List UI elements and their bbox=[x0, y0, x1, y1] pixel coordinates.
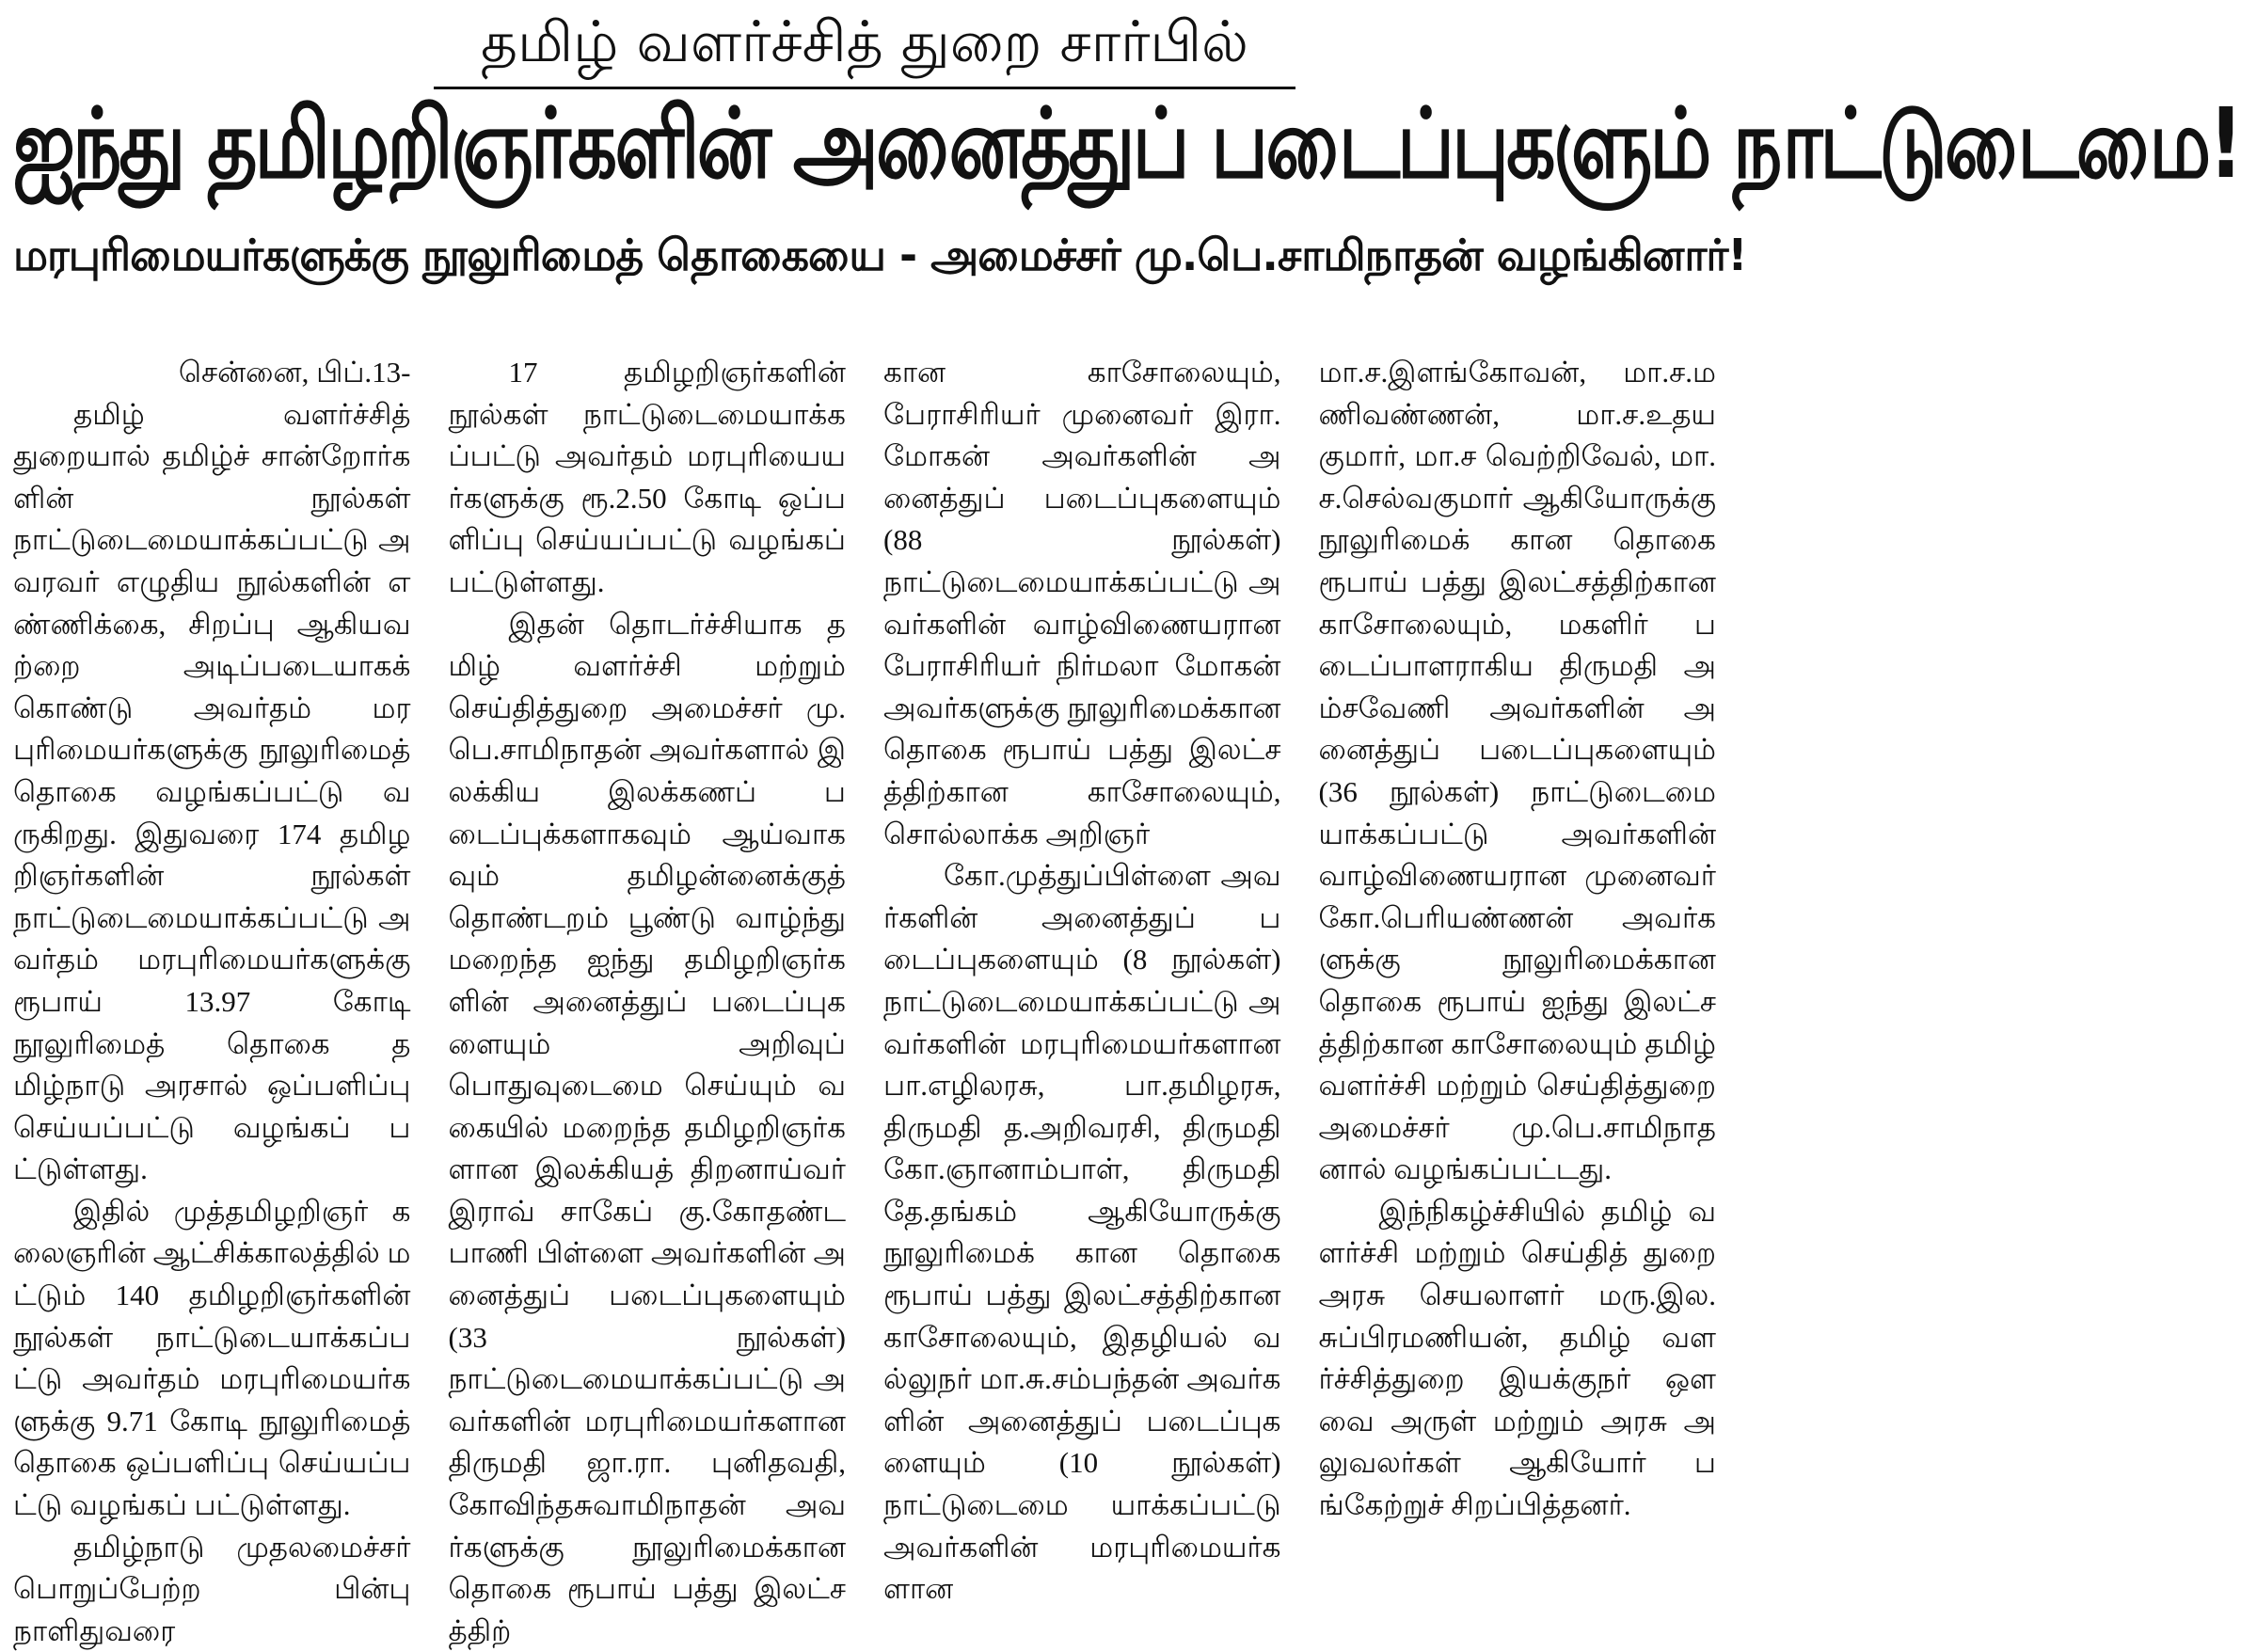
paragraph: கோ.முத்துப்பிள்ளை அவர்களின் அனைத்துப் படைப்புகளையும் (8 நூல்கள்) நாட்டுடைமையாக்கப்பட்டு அவர்களின் மரபுரிமையர்களான பா.எழிலரசு, பா.தமிழரசு, திருமதி த.அறிவரசி, திருமதி கோ.ஞானாம்பாள், திருமதி தே.தங்கம் ஆகியோருக்கு நூலுரிமைக் கான தொகை ரூபாய் பத்து இலட்சத்திற்கான காசோலையும், இதழியல் வல்லுநர் மா.சு.சம்பந்தன் அவர்களின் அனைத்துப் படைப்புகளையும் (10 நூல்கள்) நாட்டுடைமை யாக்கப்பட்டு அவர்களின் மரபுரிமையர்களான bbox=[883, 859, 1281, 1606]
paragraph: இதில் முத்தமிழறிஞர் கலைஞரின் ஆட்சிக்காலத்தில் மட்டும் 140 தமிழறிஞர்களின் நூல்கள் நாட்டுடையாக்கப்பட்டு அவர்தம் மரபுரிமையர்களுக்கு 9.71 கோடி நூலுரிமைத் தொகை ஒப்பளிப்பு செய்யப்பட்டு வழங்கப் பட்டுள்ளது. bbox=[13, 1194, 411, 1522]
dateline-paragraph bbox=[13, 352, 411, 394]
column-2 bbox=[448, 352, 847, 1647]
article-body bbox=[13, 352, 1716, 1647]
paragraph: 17 தமிழறிஞர்களின் நூல்கள் நாட்டுடைமையாக்கப்பட்டு அவர்தம் மரபுரியையர்களுக்கு ரூ.2.50 கோடி ஒப்பளிப்பு செய்யப்பட்டு வழங்கப் பட்டுள்ளது. bbox=[448, 356, 846, 598]
paragraph: கான காசோலையும், பேராசிரியர் முனைவர் இரா.மோகன் அவர்களின் அனைத்துப் படைப்புகளையும் (88 நூல்கள்) நாட்டுடைமையாக்கப்பட்டு அவர்களின் வாழ்விணையரான பேராசிரியர் நிர்மலா மோகன் அவர்களுக்கு நூலுரிமைக்கான தொகை ரூபாய் பத்து இலட்சத்திற்கான காசோலையும், சொல்லாக்க அறிஞர் bbox=[883, 356, 1281, 850]
column-4 bbox=[1319, 352, 1717, 1633]
dateline: சென்னை, பிப்.13- bbox=[178, 356, 411, 389]
column-3 bbox=[883, 352, 1281, 1633]
paragraph: தமிழ் வளர்ச்சித் துறையால் தமிழ்ச் சான்றோர்களின் நூல்கள் நாட்டுடைமையாக்கப்பட்டு அவரவர் எழுதிய நூல்களின் எண்ணிக்கை, சிறப்பு ஆகியவற்றை அடிப்படையாகக் கொண்டு அவர்தம் மரபுரிமையர்களுக்கு நூலுரிமைத் தொகை வழங்கப்பட்டு வருகிறது. இதுவரை 174 தமிழறிஞர்களின் நூல்கள் நாட்டுடைமையாக்கப்பட்டு அவர்தம் மரபுரிமையர்களுக்கு ரூபாய் 13.97 கோடி நூலுரிமைத் தொகை தமிழ்நாடு அரசால் ஒப்பளிப்பு செய்யப்பட்டு வழங்கப் பட்டுள்ளது. bbox=[13, 397, 411, 1186]
paragraph: தமிழ்நாடு முதலமைச்சர் பொறுப்பேற்ற பின்பு நாளிதுவரை bbox=[13, 1530, 411, 1647]
newspaper-clipping bbox=[0, 6, 2241, 1647]
column-1 bbox=[13, 352, 411, 1647]
paragraph: இந்நிகழ்ச்சியில் தமிழ் வளர்ச்சி மற்றும் செய்தித் துறை அரசு செயலாளர் மரு.இல.சுப்பிரமணியன், தமிழ் வளர்ச்சித்துறை இயக்குநர் ஒளவை அருள் மற்றும் அரசு அலுவலர்கள் ஆகியோர் பங்கேற்றுச் சிறப்பித்தனர். bbox=[1318, 1194, 1716, 1522]
paragraph: இதன் தொடர்ச்சியாக தமிழ் வளர்ச்சி மற்றும் செய்தித்துறை அமைச்சர் மு.பெ.சாமிநாதன் அவர்களால் இலக்கிய இலக்கணப் படைப்புக்களாகவும் ஆய்வாகவும் தமிழன்னைக்குத் தொண்டறம் பூண்டு வாழ்ந்து மறைந்த ஐந்து தமிழறிஞர்களின் அனைத்துப் படைப்புகளையும் அறிவுப் பொதுவுடைமை செய்யும் வகையில் மறைந்த தமிழறிஞர்களான இலக்கியத் திறனாய்வர் இராவ் சாகேப் கு.கோதண்டபாணி பிள்ளை அவர்களின் அனைத்துப் படைப்புகளையும் (33 நூல்கள்) நாட்டுடைமையாக்கப்பட்டு அவர்களின் மரபுரிமையர்களான திருமதி ஜா.ரா. புனிதவதி, கோவிந்தசுவாமிநாதன் அவர்களுக்கு நூலுரிமைக்கான தொகை ரூபாய் பத்து இலட்சத்திற் bbox=[448, 607, 846, 1647]
kicker-line: தமிழ் வளர்ச்சித் துறை சார்பில் bbox=[481, 9, 1248, 75]
subheadline: மரபுரிமையர்களுக்கு நூலுரிமைத் தொகையை - அமைச்சர் மு.பெ.சாமிநாதன் வழங்கினார்! bbox=[13, 230, 1747, 280]
paragraph: மா.ச.இளங்கோவன், மா.ச.மணிவண்ணன், மா.ச.உதயகுமார், மா.ச வெற்றிவேல், மா.ச.செல்வகுமார் ஆகியோருக்கு நூலுரிமைக் கான தொகை ரூபாய் பத்து இலட்சத்திற்கான காசோலையும், மகளிர் படைப்பாளராகிய திருமதி அம்சவேணி அவர்களின் அனைத்துப் படைப்புகளையும் (36 நூல்கள்) நாட்டுடைமை யாக்கப்பட்டு அவர்களின் வாழ்விணையரான முனைவர் கோ.பெரியண்ணன் அவர்களுக்கு நூலுரிமைக்கான தொகை ரூபாய் ஐந்து இலட்சத்திற்கான காசோலையும் தமிழ் வளர்ச்சி மற்றும் செய்தித்துறை அமைச்சர் மு.பெ.சாமிநாதனால் வழங்கப்பட்டது. bbox=[1318, 356, 1716, 1186]
headline: ஐந்து தமிழறிஞர்களின் அனைத்துப் படைப்புகளும் நாட்டுடைமை! bbox=[13, 88, 2241, 200]
